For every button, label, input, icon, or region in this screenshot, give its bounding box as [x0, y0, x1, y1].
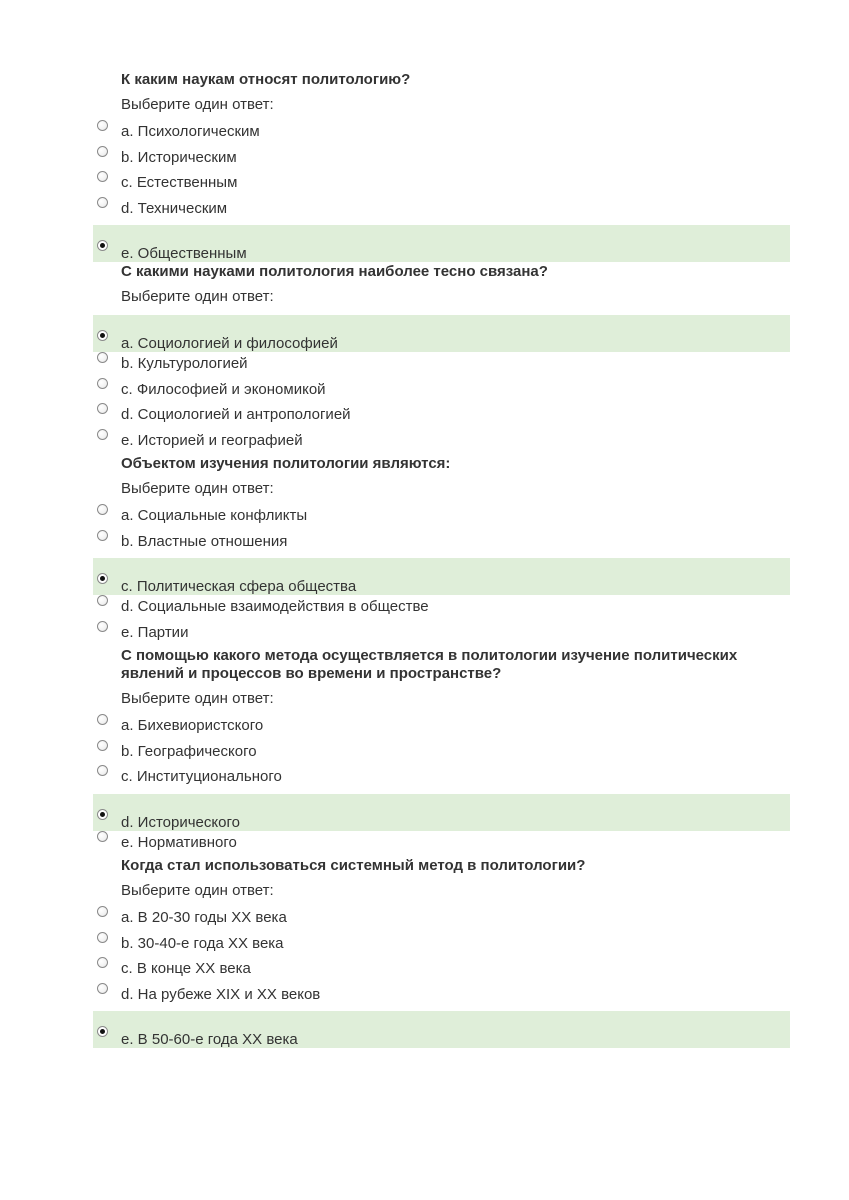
option-b[interactable]	[93, 740, 790, 766]
option-label: c. Институционального	[121, 768, 282, 785]
option-d[interactable]	[93, 983, 790, 1009]
question-5	[0, 856, 849, 1048]
option-label: d. На рубеже XIX и XX веков	[121, 985, 321, 1003]
option-label: d. Социальные взаимодействия в обществе	[121, 598, 429, 615]
option-label: e. Партии	[121, 623, 189, 641]
question-text: Объектом изучения политологии являются:	[121, 455, 451, 472]
option-label: a. Социологией и философией	[121, 335, 338, 352]
answer-prompt: Выберите один ответ:	[121, 96, 274, 113]
option-a[interactable]	[93, 714, 790, 740]
question-1	[0, 70, 849, 262]
answer-prompt: Выберите один ответ:	[121, 480, 274, 497]
option-label: a. Социальные конфликты	[121, 507, 308, 524]
option-c[interactable]	[93, 765, 790, 791]
option-a[interactable]	[93, 120, 790, 146]
question-text: К каким наукам относят политологию?	[121, 71, 411, 88]
option-c[interactable]	[93, 171, 790, 197]
quiz	[0, 70, 849, 1048]
option-label: c. Политическая сфера общества	[121, 578, 357, 595]
option-c[interactable]	[93, 378, 790, 404]
radio-button[interactable]	[97, 429, 108, 440]
answer-prompt: Выберите один ответ:	[121, 690, 274, 707]
radio-button[interactable]	[97, 714, 108, 725]
option-label: e. Нормативного	[121, 833, 237, 851]
option-label: b. 30-40-е года XX века	[121, 934, 284, 952]
radio-button[interactable]	[97, 906, 108, 917]
radio-button[interactable]	[97, 932, 108, 943]
answer-prompt: Выберите один ответ:	[121, 288, 274, 305]
option-label: e. Историей и географией	[121, 431, 303, 449]
option-label: b. Географического	[121, 742, 257, 760]
radio-button[interactable]	[97, 621, 108, 632]
radio-button[interactable]	[97, 352, 108, 363]
option-e[interactable]	[93, 831, 790, 857]
option-d-selected[interactable]	[93, 794, 790, 831]
option-d[interactable]	[93, 197, 790, 223]
option-label: c. В конце XX века	[121, 960, 251, 977]
radio-button[interactable]	[97, 146, 108, 157]
option-e[interactable]	[93, 621, 790, 647]
option-label: d. Исторического	[121, 813, 240, 831]
radio-button[interactable]	[97, 120, 108, 131]
option-a[interactable]	[93, 906, 790, 932]
option-label: a. Психологическим	[121, 123, 260, 140]
radio-button[interactable]	[97, 171, 108, 182]
option-d[interactable]	[93, 403, 790, 429]
option-a-selected[interactable]	[93, 315, 790, 352]
option-b[interactable]	[93, 932, 790, 958]
radio-button[interactable]	[97, 983, 108, 994]
option-label: b. Властные отношения	[121, 532, 288, 550]
option-label: d. Социологией и антропологией	[121, 406, 351, 423]
question-text: С помощью какого метода осуществляется в политологии изучение политических явлений и процессов во времени и пространстве?	[121, 647, 738, 682]
option-c[interactable]	[93, 957, 790, 983]
option-a[interactable]	[93, 504, 790, 530]
radio-button-checked[interactable]	[97, 809, 108, 820]
answer-prompt: Выберите один ответ:	[121, 882, 274, 899]
question-4	[0, 646, 849, 856]
option-d[interactable]	[93, 595, 790, 621]
option-label: a. В 20-30 годы XX века	[121, 909, 287, 926]
radio-button[interactable]	[97, 595, 108, 606]
radio-button[interactable]	[97, 197, 108, 208]
option-label: c. Философией и экономикой	[121, 380, 326, 398]
option-label: c. Естественным	[121, 174, 238, 191]
option-e-selected[interactable]	[93, 1011, 790, 1048]
option-e[interactable]	[93, 429, 790, 455]
option-b[interactable]	[93, 530, 790, 556]
option-label: b. Историческим	[121, 148, 237, 166]
radio-button[interactable]	[97, 831, 108, 842]
radio-button-checked[interactable]	[97, 240, 108, 251]
option-b[interactable]	[93, 352, 790, 378]
radio-button[interactable]	[97, 378, 108, 389]
option-label: a. Бихевиористского	[121, 717, 264, 734]
radio-button[interactable]	[97, 403, 108, 414]
radio-button-checked[interactable]	[97, 1026, 108, 1037]
radio-button[interactable]	[97, 765, 108, 776]
question-text: С какими науками политология наиболее тесно связана?	[121, 263, 548, 280]
radio-button-checked[interactable]	[97, 573, 108, 584]
radio-button[interactable]	[97, 504, 108, 515]
radio-button[interactable]	[97, 530, 108, 541]
radio-button-checked[interactable]	[97, 330, 108, 341]
option-e-selected[interactable]	[93, 225, 790, 262]
radio-button[interactable]	[97, 740, 108, 751]
question-3	[0, 454, 849, 646]
radio-button[interactable]	[97, 957, 108, 968]
option-label: d. Техническим	[121, 199, 228, 217]
option-c-selected[interactable]	[93, 558, 790, 595]
option-b[interactable]	[93, 146, 790, 172]
option-label: e. Общественным	[121, 245, 247, 262]
question-2	[0, 262, 849, 454]
option-label: e. В 50-60-е года XX века	[121, 1031, 298, 1048]
option-label: b. Культурологией	[121, 355, 248, 372]
question-text: Когда стал использоваться системный метод в политологии?	[121, 857, 586, 874]
